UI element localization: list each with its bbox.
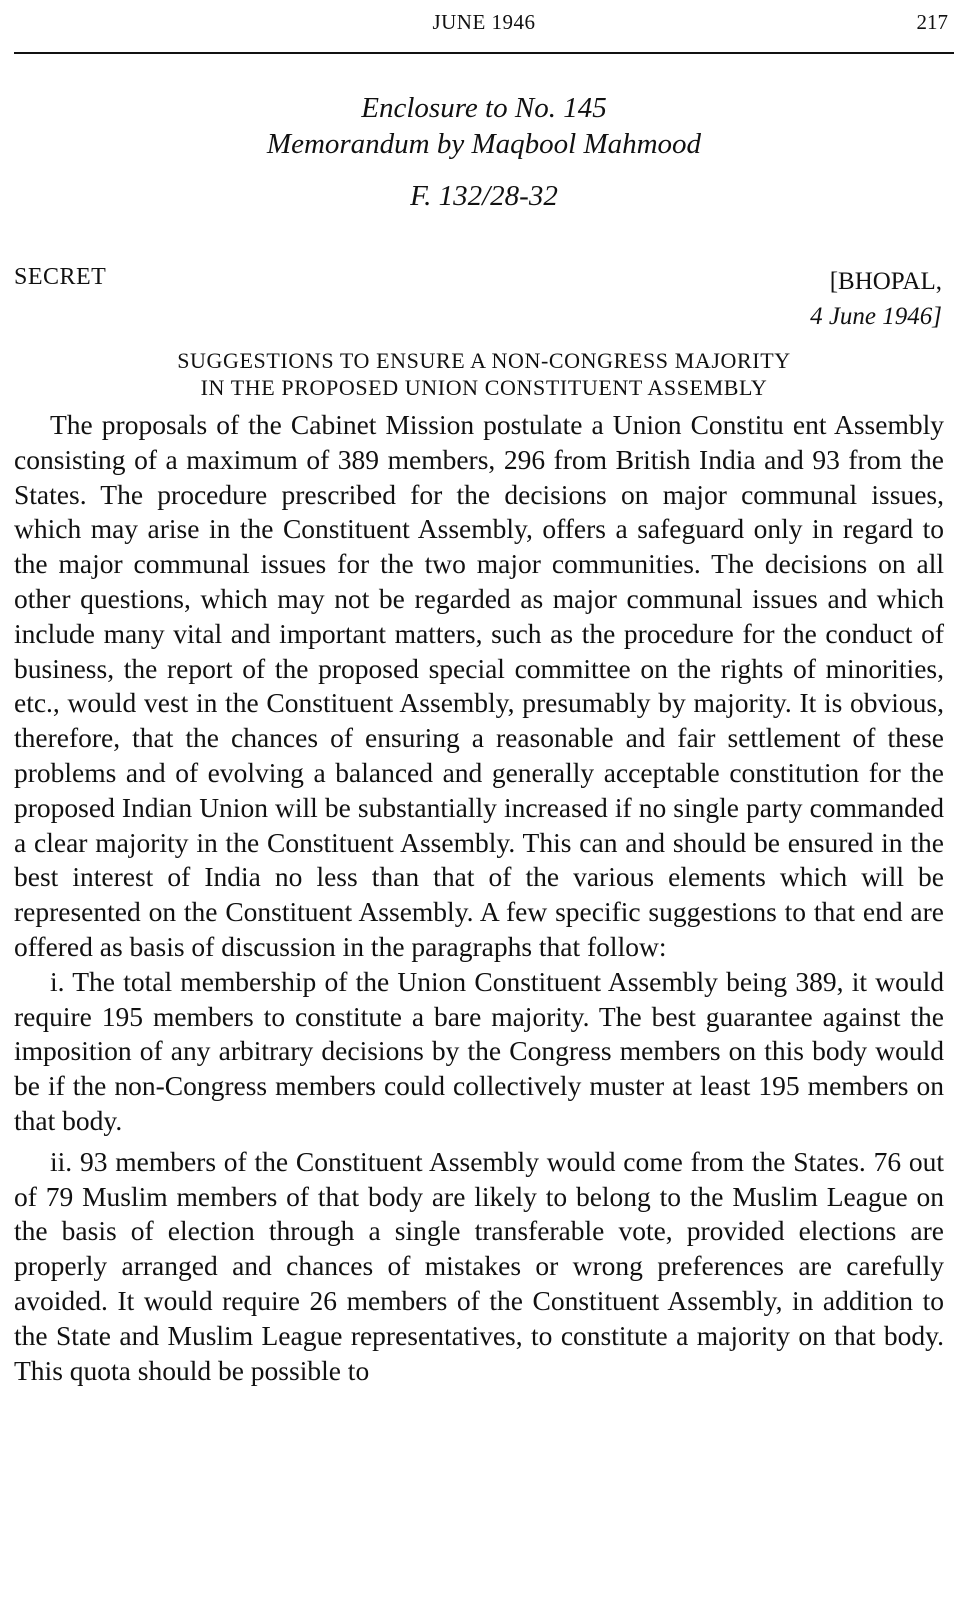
- paragraph-ii: ii. 93 members of the Constituent Assembly would come from the States. 76 out of 79 Muslim members of that body are likely to belong to the Muslim League on the basis of election through a single transferable vote, provided elections are properly arranged and chances of mistakes or wrong preferences are carefully avoided. It would require 26 members of the Constituent Assembly, in addition to the State and Muslim League representatives, to constitute a majority on that body. This quota should be possible to: [14, 1145, 944, 1386]
- file-reference: F. 132/28-32: [410, 180, 558, 212]
- paragraph-i: i. The total membership of the Union Constituent Assembly being 389, it would require 195 members to constitute a bare majority. The best guarantee against the imposition of any arbitrary decisions by the Congress members on this body would be if the non-Congress members could collectively muster at least 195 members on that body.: [14, 965, 944, 1136]
- page-number: 217: [916, 10, 948, 34]
- date: 4 June 1946]: [810, 303, 942, 330]
- enclosure-line: Enclosure to No. 145: [361, 92, 607, 124]
- enclosure-title: [0, 90, 968, 162]
- running-title: JUNE 1946: [432, 10, 536, 34]
- header-rule: [14, 52, 954, 54]
- heading-line: SUGGESTIONS TO ENSURE A NON-CONGRESS MAJORITY: [177, 348, 791, 373]
- body-text: [14, 408, 944, 1388]
- heading-line: IN THE PROPOSED UNION CONSTITUENT ASSEMBLY: [200, 375, 768, 400]
- paragraph-intro: The proposals of the Cabinet Mission postulate a Union Constitu ent Assembly consisting of a maximum of 389 members, 296 from British India and 93 from the States. The procedure prescribed for the decisions on major communal issues, which may arise in the Constituent Assembly, offers a safeguard only in regard to the major communal issues for the two major communities. The decisions on all other questions, which may not be regarded as major communal issues and which include many vital and important matters, such as the procedure for the conduct of business, the report of the proposed special committee on the rights of minorities, etc., would vest in the Constituent Assembly, presumably by majority. It is obvious, therefore, that the chances of ensuring a reasonable and fair settlement of these problems and of evolving a balanced and generally acceptable constitution for the proposed Indian Union will be substantially increased if no single party commanded a clear majority in the Constituent Assembly. This can and should be ensured in the best interest of India no less than that of the various elements which will be represented on the Constituent Assembly. A few specific suggestions to that end are offered as basis of discussion in the paragraphs that follow:: [14, 409, 944, 962]
- place: [BHOPAL,: [829, 268, 942, 295]
- memorandum-line: Memorandum by Maqbool Mahmood: [266, 128, 702, 160]
- running-head: [14, 10, 954, 40]
- place-date: [810, 264, 942, 334]
- classification-label: SECRET: [14, 264, 107, 290]
- section-heading: [14, 347, 954, 401]
